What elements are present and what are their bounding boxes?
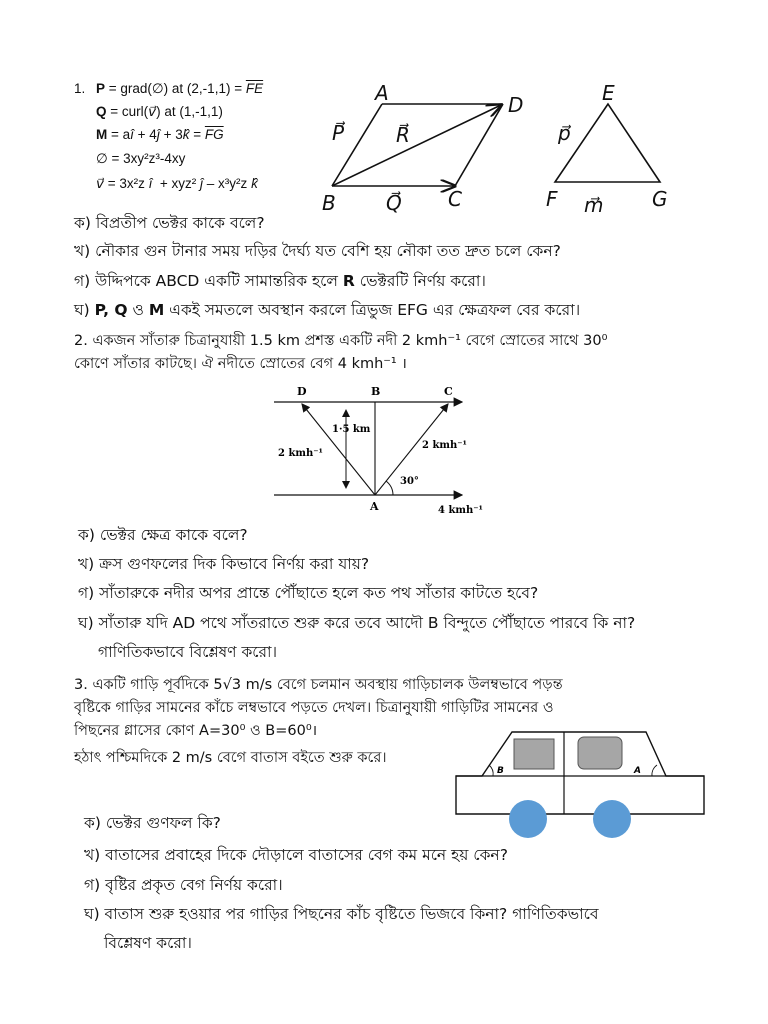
label-e: E [602,82,615,105]
label-f: F [546,187,558,211]
river-label-d: D [297,385,307,398]
river-width-label: 1·5 km [332,424,371,435]
q3-part-kha: খ) বাতাসের প্রবাহের দিকে দৌড়ালে বাতাসের বেগ কম মনে হয় কেন? [84,846,508,864]
q1-part-gha: ঘ) P, Q ও M একই সমতলে অবস্থান করলে ত্রিভুজ EFG এর ক্ষেত্রফল বের করো। [74,301,581,319]
q3-part-ga: গ) বৃষ্টির প্রকৃত বেগ নির্ণয় করো। [84,876,283,894]
q3-stem-line2: বৃষ্টিকে গাড়ির সামনের কাঁচে লম্বভাবে পড়তে দেখল। চিত্রানুযায়ী গাড়িটির সামনের ও [74,700,554,716]
label-vector-m: m⃗ [584,193,604,217]
given-q: Q = curl(v⃗) at (1,-1,1) [96,104,223,119]
label-b: B [322,191,336,215]
q2-part-gha: ঘ) সাঁতারু যদি AD পথে সাঁতরাতে শুরু করে তবে আদৌ B বিন্দুতে পৌঁছাতে পারবে কি না? [78,614,636,632]
label-vector-q: Q⃗ [386,191,402,215]
car-angle-b: B [497,766,504,776]
q3-part-ka: ক) ভেক্টর গুণফল কি? [84,814,221,832]
rear-window [514,739,554,769]
q3-part-gha: ঘ) বাতাস শুরু হওয়ার পর গাড়ির পিছনের কাঁচ বৃষ্টিতে ভিজবে কিনা? গাণিতিকভাবে [84,905,599,923]
front-wheel [593,800,631,838]
q3-stem-line4: হঠাৎ পশ্চিমদিকে 2 m/s বেগে বাতাস বইতে শুরু করে। [74,750,387,766]
front-window [578,737,622,769]
q2-stem-line1: 2. একজন সাঁতারু চিত্রানুযায়ী 1.5 km প্রশস্ত একটি নদী 2 kmh⁻¹ বেগে স্রোতের সাথে 30⁰ [74,333,608,349]
q1-part-ka: ক) বিপ্রতীপ ভেক্টর কাকে বলে? [74,214,265,232]
q1-number: 1. [74,81,86,96]
q2-part-kha: খ) ক্রস গুণফলের দিক কিভাবে নির্ণয় করা যায়? [78,555,370,573]
river-right-speed: 2 kmh⁻¹ [422,440,467,451]
label-a: A [375,82,389,105]
q1-part-kha: খ) নৌকার গুন টানার সময় দড়ির দৈর্ঘ্য যত বেশি হয় নৌকা তত দ্রুত চলে কেন? [74,242,561,260]
rear-wheel [509,800,547,838]
river-figure [272,380,492,520]
label-d: D [508,93,524,117]
q3-part-gha-cont: বিশ্লেষণ করো। [104,934,192,952]
q2-stem-line2: কোণে সাঁতার কাটছে। ঐ নদীতে স্রোতের বেগ 4 kmh⁻¹ । [74,356,407,372]
river-label-b: B [371,385,381,398]
q2-part-gha-cont: গাণিতিকভাবে বিশ্লেষণ করো। [98,643,278,661]
label-c: C [448,187,462,211]
label-g: G [652,187,668,211]
car-angle-a: A [634,766,641,776]
triangle-figure [540,82,675,217]
river-angle: 30° [400,476,419,487]
label-vector-p: P⃗ [332,121,345,145]
given-v: v⃗ = 3x²z î + xyz² ĵ – x³y²z k̂ [96,176,258,191]
q1-part-ga: গ) উদ্দিপকে ABCD একটি সামান্তরিক হলে R ভেক্টরটি নির্ণয় করো। [74,272,486,290]
q2-part-ka: ক) ভেক্টর ক্ষেত্র কাকে বলে? [78,526,248,544]
q3-stem-line3: পিছনের গ্লাসের কোণ A=30⁰ ও B=60⁰। [74,723,318,739]
given-phi: ∅ = 3xy²z³-4xy [96,151,186,166]
q3-stem-line1: 3. একটি গাড়ি পূর্বদিকে 5√3 m/s বেগে চলমান অবস্থায় গাড়িচালক উলম্বভাবে পড়ন্ত [74,677,563,693]
river-current-speed: 4 kmh⁻¹ [438,505,483,516]
label-vector-r: R⃗ [396,123,410,147]
river-label-a: A [370,500,379,513]
river-label-c: C [444,385,453,398]
label-vector-p-small: p⃗ [558,121,571,145]
parallelogram-figure [320,82,535,217]
river-left-speed: 2 kmh⁻¹ [278,448,323,459]
given-m: M = aî + 4ĵ + 3k̂ = $\overline{FG}$ [96,127,224,142]
car-figure [452,726,710,842]
given-p: P = grad(∅) at $(2,-1,1) = \overline{FE}$ [96,81,264,96]
q2-part-ga: গ) সাঁতারুকে নদীর অপর প্রান্তে পৌঁছাতে হলে কত পথ সাঁতার কাটতে হবে? [78,584,539,602]
